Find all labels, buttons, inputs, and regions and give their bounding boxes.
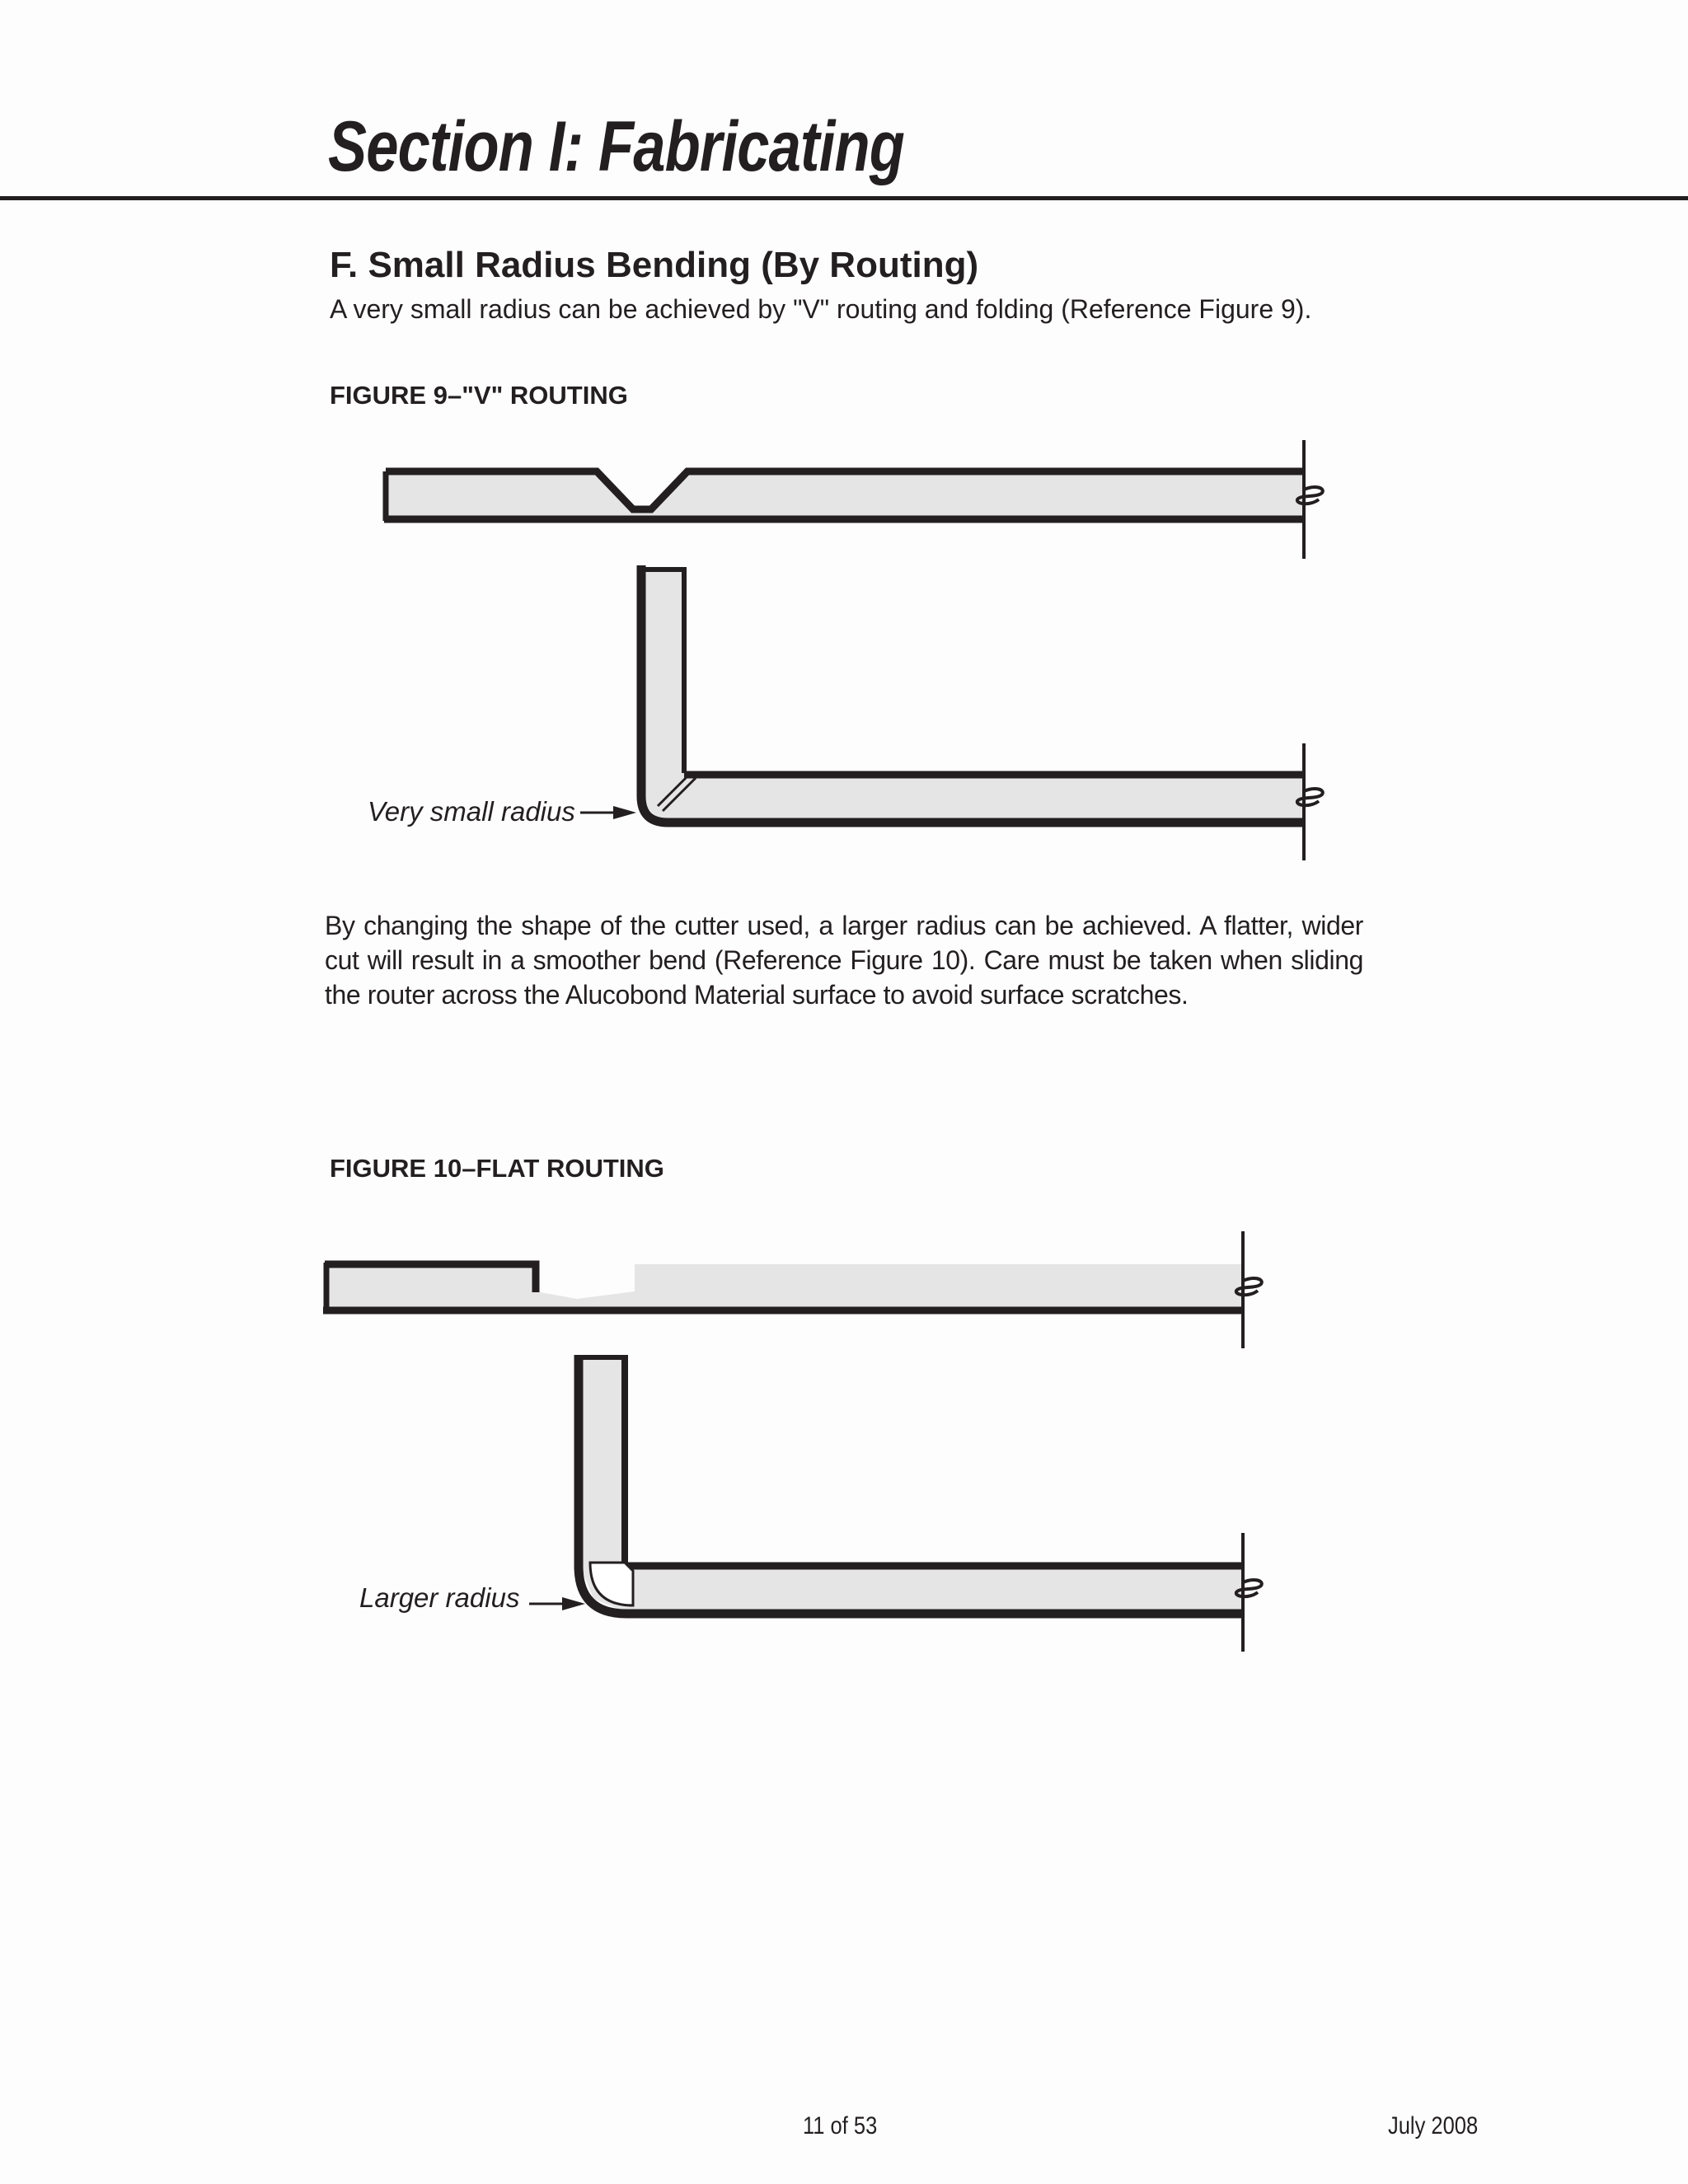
- flat-routed-panel: [323, 1263, 1245, 1312]
- folded-panel-larger-radius: [579, 1355, 1245, 1614]
- very-small-radius-label: Very small radius: [368, 796, 575, 827]
- section-title: Section I: Fabricating: [328, 107, 905, 186]
- flat-panel-break-symbol: [1236, 1231, 1262, 1348]
- intro-text: A very small radius can be achieved by "V" routing and folding (Reference Figure 9).: [330, 294, 1312, 324]
- figure-9-title: FIGURE 9–"V" ROUTING: [330, 381, 628, 410]
- footer-page-number: 11 of 53: [803, 2112, 878, 2139]
- larger-radius-arrow: [529, 1597, 585, 1610]
- subsection-title: F. Small Radius Bending (By Routing): [330, 245, 979, 285]
- figure-10-title: FIGURE 10–FLAT ROUTING: [330, 1154, 664, 1183]
- body-paragraph: By changing the shape of the cutter used, a larger radius can be achieved. A flatter, wider cut will result in a smoother bend (Reference Figure 10). Care must be taken when sliding the router across the Alucobond Material surface to avoid surface scratches.: [325, 911, 1363, 1010]
- footer-date: July 2008: [1388, 2112, 1479, 2139]
- larger-radius-label: Larger radius: [359, 1582, 520, 1613]
